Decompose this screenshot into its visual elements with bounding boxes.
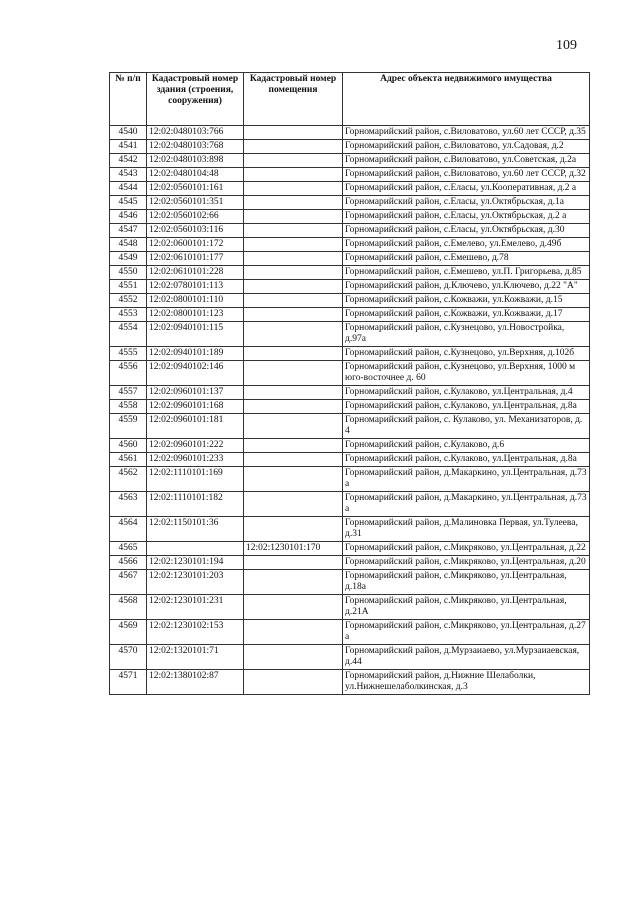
cell-address: Горномарийский район, с.Кулаково, ул.Центральная, д.4 bbox=[343, 386, 590, 400]
table-row bbox=[110, 252, 590, 266]
cell-premises-cadastral bbox=[244, 414, 343, 439]
cell-address: Горномарийский район, с.Кузнецово, ул.Верхняя, 1000 м юго-восточнее д. 60 bbox=[343, 361, 590, 386]
cell-address: Горномарийский район, с. Кулаково, ул. Механизаторов, д. 4 bbox=[343, 414, 590, 439]
table-row bbox=[110, 140, 590, 154]
cell-address: Горномарийский район, с.Виловатово, ул.Советская, д.2а bbox=[343, 154, 590, 168]
cell-address: Горномарийский район, с.Еласы, ул.Кооперативная, д.2 а bbox=[343, 182, 590, 196]
cell-number: 4558 bbox=[110, 400, 147, 414]
cell-premises-cadastral bbox=[244, 210, 343, 224]
cell-building-cadastral: 12:02:0960101:168 bbox=[147, 400, 244, 414]
cell-premises-cadastral bbox=[244, 252, 343, 266]
cell-number: 4560 bbox=[110, 439, 147, 453]
table-row bbox=[110, 308, 590, 322]
cell-address: Горномарийский район, с.Кулаково, ул.Центральная, д.8а bbox=[343, 400, 590, 414]
cell-address: Горномарийский район, д.Ключево, ул.Ключево, д.22 "А" bbox=[343, 280, 590, 294]
cell-premises-cadastral bbox=[244, 453, 343, 467]
cell-building-cadastral: 12:02:0780101:113 bbox=[147, 280, 244, 294]
cell-address: Горномарийский район, д.Мурзаиаево, ул.Мурзаиаевская, д.44 bbox=[343, 645, 590, 670]
table-row bbox=[110, 453, 590, 467]
cell-address: Горномарийский район, с.Микряково, ул.Центральная, д.20 bbox=[343, 556, 590, 570]
cell-number: 4547 bbox=[110, 224, 147, 238]
table-row bbox=[110, 670, 590, 695]
cell-number: 4565 bbox=[110, 542, 147, 556]
cell-number: 4551 bbox=[110, 280, 147, 294]
cell-number: 4561 bbox=[110, 453, 147, 467]
cell-premises-cadastral bbox=[244, 294, 343, 308]
cell-premises-cadastral bbox=[244, 182, 343, 196]
cell-building-cadastral: 12:02:1230101:203 bbox=[147, 570, 244, 595]
cell-building-cadastral: 12:02:1110101:169 bbox=[147, 467, 244, 492]
cell-address: Горномарийский район, с.Кузнецово, ул.Верхняя, д.102б bbox=[343, 347, 590, 361]
cell-premises-cadastral bbox=[244, 280, 343, 294]
table-row bbox=[110, 439, 590, 453]
cell-premises-cadastral bbox=[244, 168, 343, 182]
table-row bbox=[110, 361, 590, 386]
cell-number: 4553 bbox=[110, 308, 147, 322]
cell-premises-cadastral: 12:02:1230101:170 bbox=[244, 542, 343, 556]
cell-building-cadastral: 12:02:1150101:36 bbox=[147, 517, 244, 542]
cell-address: Горномарийский район, с.Кожважи, ул.Кожважи, д.15 bbox=[343, 294, 590, 308]
cell-address: Горномарийский район, с.Кузнецово, ул.Новостройка, д.97а bbox=[343, 322, 590, 347]
cell-building-cadastral: 12:02:0960101:222 bbox=[147, 439, 244, 453]
cell-building-cadastral: 12:02:0480103:768 bbox=[147, 140, 244, 154]
cell-premises-cadastral bbox=[244, 361, 343, 386]
table-row bbox=[110, 182, 590, 196]
cell-address: Горномарийский район, с.Кулаково, д.6 bbox=[343, 439, 590, 453]
cell-address: Горномарийский район, д.Макаркино, ул.Центральная, д.73 а bbox=[343, 467, 590, 492]
table-row bbox=[110, 347, 590, 361]
cell-number: 4548 bbox=[110, 238, 147, 252]
cell-address: Горномарийский район, с.Микряково, ул.Центральная, д.21А bbox=[343, 595, 590, 620]
cell-building-cadastral: 12:02:0940101:115 bbox=[147, 322, 244, 347]
cell-building-cadastral: 12:02:0560101:161 bbox=[147, 182, 244, 196]
header-number: № п/п bbox=[110, 73, 147, 126]
table-row bbox=[110, 570, 590, 595]
cell-building-cadastral: 12:02:0940101:189 bbox=[147, 347, 244, 361]
cell-address: Горномарийский район, д.Макаркино, ул.Центральная, д.73 а bbox=[343, 492, 590, 517]
cell-number: 4545 bbox=[110, 196, 147, 210]
cell-building-cadastral: 12:02:0960101:233 bbox=[147, 453, 244, 467]
cell-building-cadastral: 12:02:0960101:181 bbox=[147, 414, 244, 439]
table-row bbox=[110, 154, 590, 168]
cell-building-cadastral bbox=[147, 542, 244, 556]
cell-premises-cadastral bbox=[244, 517, 343, 542]
cell-building-cadastral: 12:02:0610101:228 bbox=[147, 266, 244, 280]
cell-number: 4552 bbox=[110, 294, 147, 308]
cell-building-cadastral: 12:02:1230101:194 bbox=[147, 556, 244, 570]
cell-building-cadastral: 12:02:0480103:898 bbox=[147, 154, 244, 168]
table-row bbox=[110, 210, 590, 224]
cell-building-cadastral: 12:02:1230102:153 bbox=[147, 620, 244, 645]
cell-premises-cadastral bbox=[244, 322, 343, 347]
header-building-cadastral: Кадастровый номер здания (строения, сооружения) bbox=[147, 73, 244, 126]
cell-building-cadastral: 12:02:0600101:172 bbox=[147, 238, 244, 252]
cell-building-cadastral: 12:02:0480104:48 bbox=[147, 168, 244, 182]
cell-building-cadastral: 12:02:1230101:231 bbox=[147, 595, 244, 620]
cell-number: 4566 bbox=[110, 556, 147, 570]
cell-number: 4546 bbox=[110, 210, 147, 224]
cell-premises-cadastral bbox=[244, 154, 343, 168]
cell-building-cadastral: 12:02:0560103:116 bbox=[147, 224, 244, 238]
cell-premises-cadastral bbox=[244, 196, 343, 210]
cell-premises-cadastral bbox=[244, 238, 343, 252]
cell-number: 4549 bbox=[110, 252, 147, 266]
table-row bbox=[110, 322, 590, 347]
header-address: Адрес объекта недвижимого имущества bbox=[343, 73, 590, 126]
cell-number: 4564 bbox=[110, 517, 147, 542]
table-row bbox=[110, 294, 590, 308]
cell-building-cadastral: 12:02:1320101:71 bbox=[147, 645, 244, 670]
cell-address: Горномарийский район, с.Еласы, ул.Октябрьская, д.2 а bbox=[343, 210, 590, 224]
table-row bbox=[110, 645, 590, 670]
cell-premises-cadastral bbox=[244, 126, 343, 140]
cell-building-cadastral: 12:02:0610101:177 bbox=[147, 252, 244, 266]
cell-address: Горномарийский район, с.Виловатово, ул.Садовая, д.2 bbox=[343, 140, 590, 154]
cell-number: 4563 bbox=[110, 492, 147, 517]
table-row bbox=[110, 517, 590, 542]
cell-number: 4550 bbox=[110, 266, 147, 280]
cell-address: Горномарийский район, с.Кулаково, ул.Центральная, д.8а bbox=[343, 453, 590, 467]
cell-building-cadastral: 12:02:0800101:123 bbox=[147, 308, 244, 322]
cell-number: 4569 bbox=[110, 620, 147, 645]
cell-premises-cadastral bbox=[244, 140, 343, 154]
cell-number: 4554 bbox=[110, 322, 147, 347]
table-row bbox=[110, 620, 590, 645]
cell-address: Горномарийский район, д.Малиновка Первая, ул.Тулеева, д.31 bbox=[343, 517, 590, 542]
cell-building-cadastral: 12:02:0480103:766 bbox=[147, 126, 244, 140]
cell-address: Горномарийский район, д.Нижние Шелаболки, ул.Нижнешелаболкинская, д.3 bbox=[343, 670, 590, 695]
cell-premises-cadastral bbox=[244, 266, 343, 280]
table-row bbox=[110, 542, 590, 556]
table-row bbox=[110, 280, 590, 294]
cell-number: 4559 bbox=[110, 414, 147, 439]
cell-building-cadastral: 12:02:0560102:66 bbox=[147, 210, 244, 224]
table-row bbox=[110, 224, 590, 238]
cell-number: 4543 bbox=[110, 168, 147, 182]
cell-number: 4570 bbox=[110, 645, 147, 670]
table-row bbox=[110, 400, 590, 414]
cell-premises-cadastral bbox=[244, 570, 343, 595]
table-row bbox=[110, 196, 590, 210]
cell-building-cadastral: 12:02:0560101:351 bbox=[147, 196, 244, 210]
page-number: 109 bbox=[556, 38, 577, 53]
cell-address: Горномарийский район, с.Еласы, ул.Октябрьская, д.1а bbox=[343, 196, 590, 210]
cell-address: Горномарийский район, с.Еласы, ул.Октябрьская, д.30 bbox=[343, 224, 590, 238]
cell-premises-cadastral bbox=[244, 556, 343, 570]
header-premises-cadastral: Кадастровый номер помещения bbox=[244, 73, 343, 126]
table-row bbox=[110, 556, 590, 570]
cell-premises-cadastral bbox=[244, 308, 343, 322]
cell-premises-cadastral bbox=[244, 645, 343, 670]
cell-address: Горномарийский район, с.Емешево, ул.П. Григорьева, д.85 bbox=[343, 266, 590, 280]
cell-premises-cadastral bbox=[244, 347, 343, 361]
cell-address: Горномарийский район, с.Кожважи, ул.Кожважи, д.17 bbox=[343, 308, 590, 322]
table-row bbox=[110, 126, 590, 140]
cell-premises-cadastral bbox=[244, 439, 343, 453]
cell-address: Горномарийский район, с.Микряково, ул.Центральная, д.22 bbox=[343, 542, 590, 556]
cell-building-cadastral: 12:02:1380102:87 bbox=[147, 670, 244, 695]
cell-address: Горномарийский район, с.Микряково, ул.Центральная, д.18а bbox=[343, 570, 590, 595]
table-row bbox=[110, 595, 590, 620]
cell-number: 4567 bbox=[110, 570, 147, 595]
cell-address: Горномарийский район, с.Виловатово, ул.60 лет СССР, д.32 bbox=[343, 168, 590, 182]
property-register-table bbox=[109, 72, 590, 695]
cell-premises-cadastral bbox=[244, 595, 343, 620]
cell-premises-cadastral bbox=[244, 467, 343, 492]
cell-premises-cadastral bbox=[244, 224, 343, 238]
cell-building-cadastral: 12:02:0960101:137 bbox=[147, 386, 244, 400]
cell-address: Горномарийский район, с.Емешево, д.78 bbox=[343, 252, 590, 266]
cell-building-cadastral: 12:02:0940102:146 bbox=[147, 361, 244, 386]
cell-number: 4542 bbox=[110, 154, 147, 168]
table-row bbox=[110, 492, 590, 517]
cell-number: 4557 bbox=[110, 386, 147, 400]
table-row bbox=[110, 168, 590, 182]
cell-number: 4556 bbox=[110, 361, 147, 386]
cell-premises-cadastral bbox=[244, 386, 343, 400]
table-row bbox=[110, 386, 590, 400]
cell-building-cadastral: 12:02:1110101:182 bbox=[147, 492, 244, 517]
cell-premises-cadastral bbox=[244, 670, 343, 695]
cell-number: 4540 bbox=[110, 126, 147, 140]
cell-building-cadastral: 12:02:0800101:110 bbox=[147, 294, 244, 308]
cell-number: 4562 bbox=[110, 467, 147, 492]
cell-address: Горномарийский район, с.Емелево, ул.Емелево, д.49б bbox=[343, 238, 590, 252]
cell-number: 4555 bbox=[110, 347, 147, 361]
cell-premises-cadastral bbox=[244, 400, 343, 414]
cell-premises-cadastral bbox=[244, 492, 343, 517]
cell-number: 4544 bbox=[110, 182, 147, 196]
cell-premises-cadastral bbox=[244, 620, 343, 645]
cell-number: 4541 bbox=[110, 140, 147, 154]
cell-number: 4568 bbox=[110, 595, 147, 620]
table-row bbox=[110, 238, 590, 252]
table-body bbox=[110, 126, 590, 695]
table-row bbox=[110, 414, 590, 439]
cell-address: Горномарийский район, с.Виловатово, ул.60 лет СССР, д.35 bbox=[343, 126, 590, 140]
cell-address: Горномарийский район, с.Микряково, ул.Центральная, д.27 а bbox=[343, 620, 590, 645]
table-header-row bbox=[110, 73, 590, 126]
cell-number: 4571 bbox=[110, 670, 147, 695]
table-row bbox=[110, 266, 590, 280]
table-row bbox=[110, 467, 590, 492]
